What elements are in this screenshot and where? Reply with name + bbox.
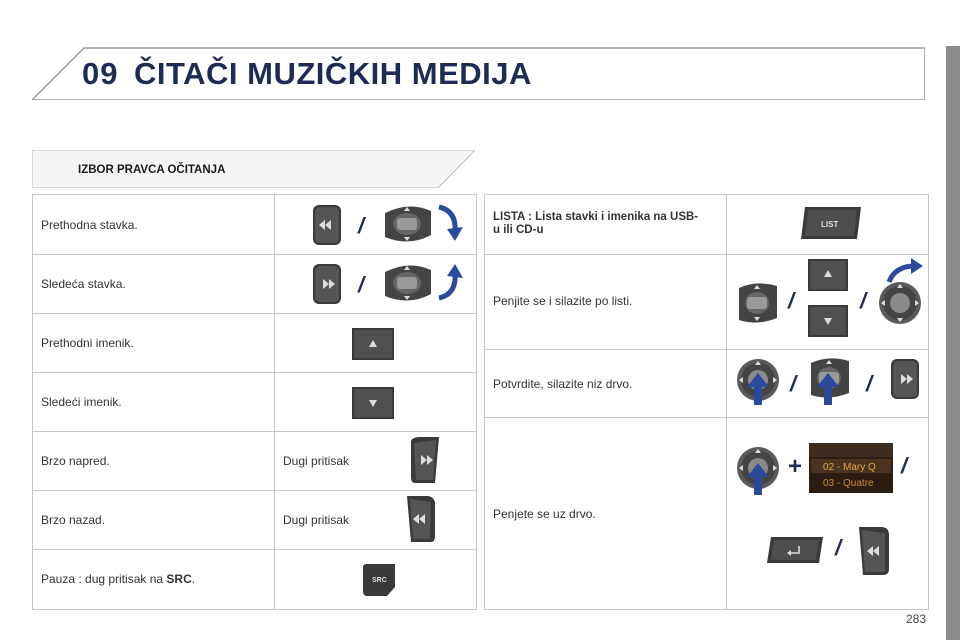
left-table xyxy=(32,194,477,610)
page-number: 283 xyxy=(906,612,927,626)
table-row xyxy=(33,549,476,608)
chapter-number: 09 xyxy=(82,56,119,91)
row-description xyxy=(41,572,195,586)
display-line-1: 02 - Mary Q xyxy=(823,462,876,473)
table-row xyxy=(485,195,928,255)
table-row xyxy=(33,490,476,550)
plus-sign: + xyxy=(788,453,803,480)
rotate-up-arrow-icon xyxy=(435,262,465,302)
slash-separator: / xyxy=(835,535,842,560)
next-track-button xyxy=(889,357,921,401)
row-description-suffix: . xyxy=(191,572,196,586)
row-description-prefix: Pauza : dug pritisak na xyxy=(41,572,167,586)
rotate-up-arrow-icon xyxy=(885,256,925,284)
down-button xyxy=(351,386,395,420)
table-row xyxy=(33,254,476,314)
press-note: Dugi pritisak xyxy=(283,454,350,468)
back-button xyxy=(765,535,825,565)
press-arrow-icon xyxy=(817,373,839,405)
thumbwheel-icon xyxy=(379,260,437,306)
sidebar-rule xyxy=(946,46,960,640)
table-row xyxy=(33,195,476,255)
fast-forward-button xyxy=(407,435,443,485)
slash-separator: / xyxy=(866,371,873,396)
table-row xyxy=(485,417,928,608)
row-description: Penjite se i silazite po listi. xyxy=(493,294,633,308)
press-arrow-icon xyxy=(747,373,769,405)
slash-separator: / xyxy=(860,288,867,313)
next-track-button xyxy=(311,262,343,306)
row-description: Sledeća stavka. xyxy=(41,277,126,291)
up-button xyxy=(351,327,395,361)
display-screen xyxy=(809,443,893,493)
table-row xyxy=(33,313,476,373)
row-description: Brzo napred. xyxy=(41,454,110,468)
section-label xyxy=(32,150,475,188)
previous-track-button xyxy=(311,203,343,247)
rotary-knob-icon xyxy=(877,280,923,326)
previous-track-button xyxy=(855,525,893,577)
slash-separator: / xyxy=(358,213,365,238)
thumbwheel-icon xyxy=(733,280,781,326)
src-button-label: SRC xyxy=(372,577,387,584)
row-description: Sledeći imenik. xyxy=(41,395,122,409)
row-description: Brzo nazad. xyxy=(41,513,106,527)
fast-rewind-button xyxy=(403,494,439,544)
row-description: LISTA : Lista stavki i imenika na USB-u ili CD-u xyxy=(493,211,699,236)
src-button xyxy=(361,563,397,597)
chapter-header xyxy=(32,46,925,100)
slash-separator: / xyxy=(901,453,908,478)
slash-separator: / xyxy=(788,288,795,313)
section-title: IZBOR PRAVCA OČITANJA xyxy=(78,164,226,176)
row-description: Prethodni imenik. xyxy=(41,336,134,350)
up-button xyxy=(807,258,849,292)
list-button-label: LIST xyxy=(821,220,839,229)
row-description: Potvrdite, silazite niz drvo. xyxy=(493,377,633,391)
rotate-down-arrow-icon xyxy=(435,203,465,243)
press-note: Dugi pritisak xyxy=(283,513,350,527)
down-button xyxy=(807,304,849,338)
chapter-title: ČITAČI MUZIČKIH MEDIJA xyxy=(134,56,532,91)
table-row xyxy=(33,372,476,432)
table-row xyxy=(485,254,928,350)
thumbwheel-icon xyxy=(379,201,437,247)
table-row xyxy=(33,431,476,491)
right-table xyxy=(484,194,929,610)
src-keyword: SRC xyxy=(166,572,192,586)
slash-separator: / xyxy=(790,371,797,396)
table-row xyxy=(485,349,928,418)
row-description: Prethodna stavka. xyxy=(41,218,138,232)
press-arrow-icon xyxy=(747,463,769,495)
slash-separator: / xyxy=(358,272,365,297)
list-button xyxy=(799,205,863,241)
row-description: Penjete se uz drvo. xyxy=(493,507,596,521)
display-line-2: 03 - Quatre xyxy=(823,478,874,489)
